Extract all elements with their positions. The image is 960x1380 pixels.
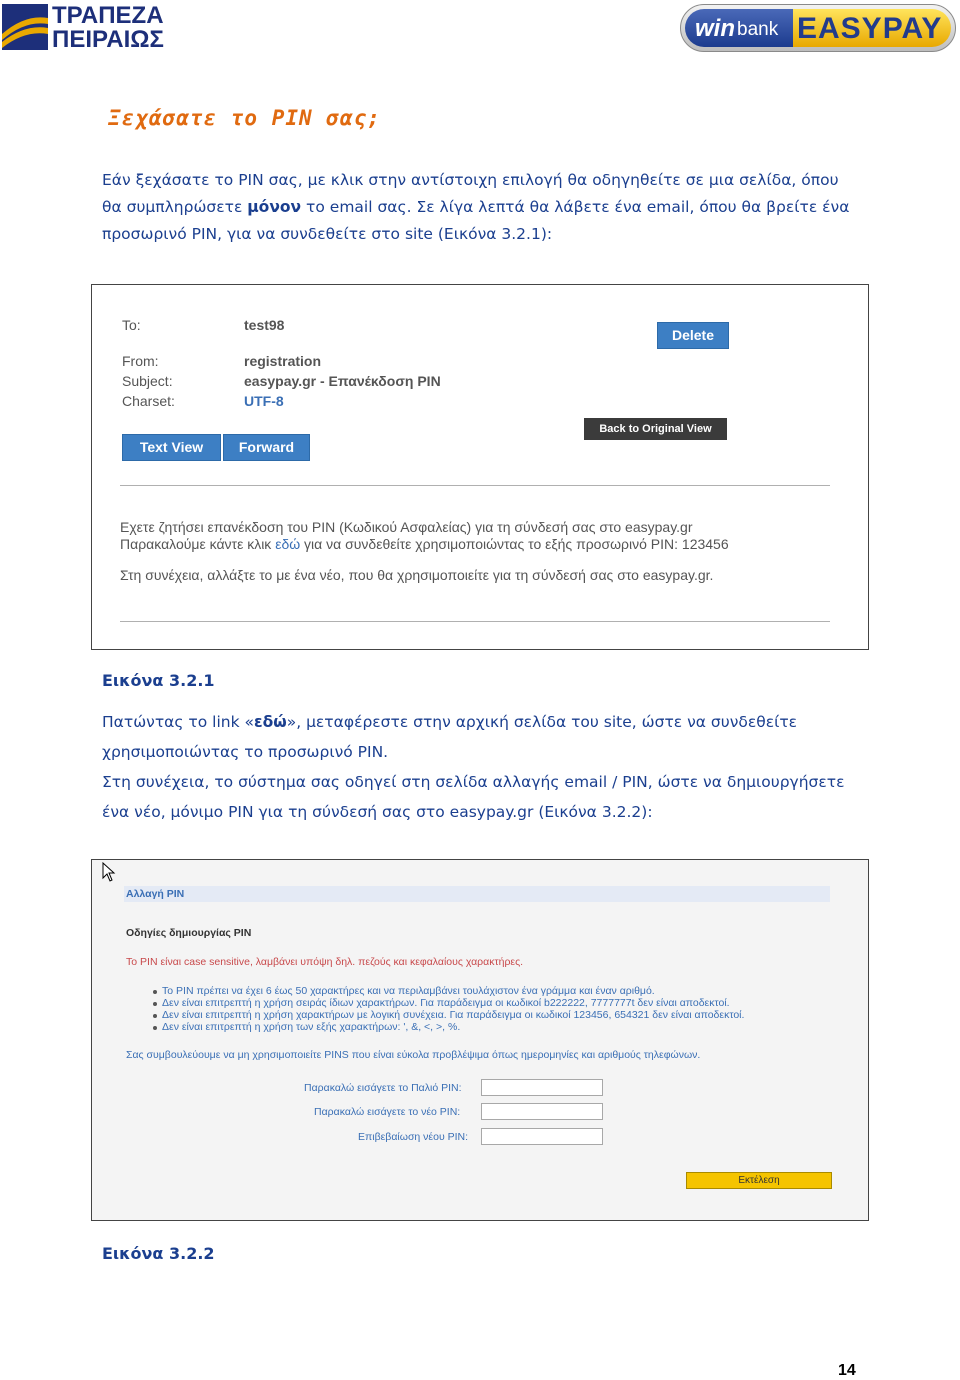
- email-subject-value: easypay.gr - Επανέκδοση PIN: [244, 373, 441, 389]
- confirm-pin-input[interactable]: [481, 1128, 603, 1145]
- figure2-caption: Εικόνα 3.2.2: [102, 1244, 215, 1263]
- delete-button[interactable]: Delete: [657, 322, 729, 349]
- email-body-line2-b: για να συνδεθείτε χρησιμοποιώντας το εξής προσωρινό PIN: 123456: [300, 536, 729, 552]
- page-number: 14: [838, 1362, 856, 1379]
- body1-text-a: Πατώντας το link «: [102, 713, 254, 731]
- winbank-win-text: win: [695, 15, 735, 42]
- figure-change-pin-screenshot: [91, 859, 869, 1221]
- bank-emblem-icon: [2, 4, 48, 50]
- email-from-value: registration: [244, 353, 322, 369]
- intro-bold: μόνον: [247, 198, 302, 216]
- email-from-label: From:: [122, 353, 159, 369]
- email-subject-label: Subject:: [122, 373, 173, 389]
- change-pin-heading: Αλλαγή PIN: [126, 888, 185, 900]
- email-body-line2-a: Παρακαλούμε κάντε κλικ: [120, 536, 276, 552]
- rule-bullet-icon: [153, 1014, 157, 1018]
- rule-bullet-icon: [153, 1026, 157, 1030]
- email-body-line3: Στη συνέχεια, αλλάξτε το με ένα νέο, που θα χρησιμοποιείτε για τη σύνδεσή σας στο easypay.gr.: [120, 567, 714, 583]
- submit-button[interactable]: Εκτέλεση: [686, 1172, 832, 1189]
- bank-logo-line1: ΤΡΑΠΕΖΑ: [52, 2, 164, 29]
- body1-bold: εδώ: [253, 713, 287, 731]
- old-pin-input[interactable]: [481, 1079, 603, 1096]
- rule-bullet-icon: [153, 990, 157, 994]
- body-paragraph-2: Στη συνέχεια, το σύστημα σας οδηγεί στη σελίδα αλλαγής email / PIN, ώστε να δημιουργήσετε ένα νέο, μόνιμο PIN για τη σύνδεσή σας στο easypay.gr (Εικόνα 3.2.2):: [102, 773, 845, 821]
- intro-text-1: Εάν ξεχάσατε το PIN σας, με κλικ στην αντίστοιχη επιλογή θα οδηγηθείτε σε μια σελίδα, όπου θα συμπληρώσετε: [102, 171, 839, 216]
- winbank-bank-text: bank: [737, 19, 779, 40]
- body-paragraph-1: [102, 707, 862, 767]
- figure-email-screenshot: [91, 284, 869, 650]
- bank-logo: [2, 4, 172, 52]
- email-divider-bottom: [120, 621, 830, 622]
- body1-text-b: », μεταφέρεστε στην αρχική σελίδα του site, ώστε να συνδεθείτε χρησιμοποιώντας το προσωρινό PIN.: [102, 713, 798, 761]
- forward-button[interactable]: Forward: [223, 434, 310, 461]
- pin-rule-3: Δεν είναι επιτρεπτή η χρήση χαρακτήρων με λογική συνέχεια. Για παράδειγμα οι κωδικοί 123456, 654321 δεν είναι αποδεκτοί.: [162, 1009, 745, 1021]
- figure1-caption: Εικόνα 3.2.1: [102, 671, 215, 690]
- back-to-original-view-button[interactable]: Back to Original View: [584, 418, 727, 440]
- old-pin-label: Παρακαλώ εισάγετε το Παλιό PIN:: [304, 1082, 462, 1094]
- easypay-logo-part: [793, 9, 951, 47]
- pin-case-note: Το PIN είναι case sensitive, λαμβάνει υπόψη δηλ. πεζούς και κεφαλαίους χαρακτήρες.: [126, 956, 524, 968]
- winbank-logo-part: [685, 9, 793, 47]
- pin-instructions-heading: Οδηγίες δημιουργίας PIN: [126, 927, 252, 939]
- email-body-line2: [120, 536, 729, 552]
- pin-rule-4: Δεν είναι επιτρεπτή η χρήση των εξής χαρακτήρων: ', &, <, >, %.: [162, 1021, 461, 1033]
- email-body-line1: Εχετε ζητήσει επανέκδοση του PIN (Κωδικού Ασφαλείας) για τη σύνδεσή σας στο easypay.gr: [120, 519, 693, 535]
- rule-bullet-icon: [153, 1002, 157, 1006]
- pin-advice: Σας συμβουλεύουμε να μη χρησιμοποιείτε PINS που είναι εύκολα προβλέψιμα όπως ημερομηνίες και αριθμούς τηλεφώνων.: [126, 1049, 701, 1061]
- change-pin-heading-band: [124, 886, 830, 902]
- section-title: Ξεχάσατε το PIN σας;: [108, 106, 381, 130]
- email-divider-top: [120, 485, 830, 486]
- new-pin-label: Παρακαλώ εισάγετε το νέο PIN:: [314, 1106, 461, 1118]
- mouse-pointer-icon: [102, 862, 116, 882]
- pin-rule-2: Δεν είναι επιτρεπτή η χρήση σειράς ίδιων χαρακτήρων. Για παράδειγμα οι κωδικοί b222222, 7777777t δεν είναι αποδεκτοί.: [162, 997, 730, 1009]
- email-here-link[interactable]: εδώ: [275, 536, 301, 552]
- bank-logo-line2: ΠΕΙΡΑΙΩΣ: [52, 26, 164, 53]
- email-charset-label: Charset:: [122, 393, 175, 409]
- intro-paragraph: [102, 167, 862, 248]
- email-charset-value: UTF-8: [244, 393, 284, 409]
- intro-text-2: το email σας. Σε λίγα λεπτά θα λάβετε ένα email, όπου θα βρείτε ένα προσωρινό PIN, για να συνδεθείτε στο site (Εικόνα 3.2.1):: [102, 198, 850, 243]
- winbank-easypay-logo: [680, 4, 956, 52]
- pin-rule-1: Το PIN πρέπει να έχει 6 έως 50 χαρακτήρες και να περιλαμβάνει τουλάχιστον ένα γράμμα και έναν αριθμό.: [162, 985, 655, 997]
- text-view-button[interactable]: Text View: [122, 434, 221, 461]
- confirm-pin-label: Επιβεβαίωση νέου PIN:: [358, 1131, 469, 1143]
- email-to-value: test98: [244, 317, 285, 333]
- easypay-text: EASYPAY: [797, 12, 943, 45]
- new-pin-input[interactable]: [481, 1103, 603, 1120]
- change-pin-page: [98, 862, 862, 1216]
- email-to-label: To:: [122, 317, 141, 333]
